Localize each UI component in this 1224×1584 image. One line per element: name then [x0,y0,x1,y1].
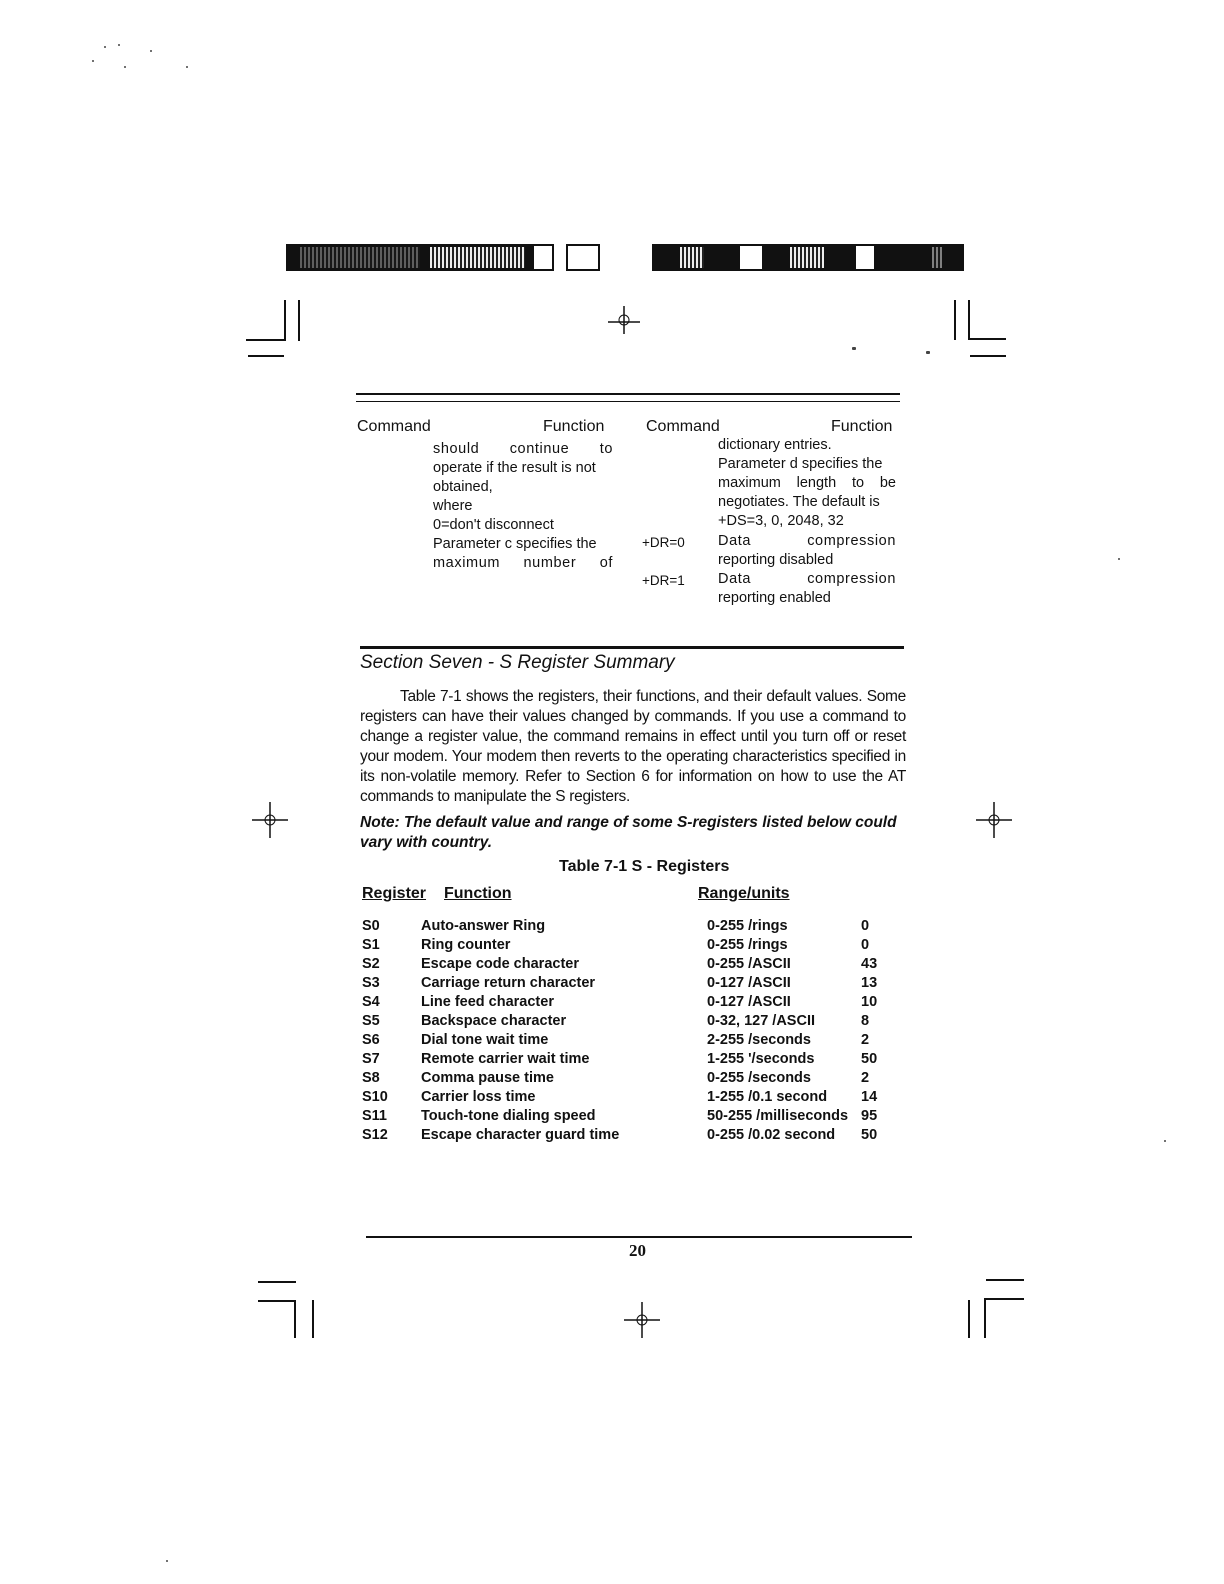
section-note: Note: The default value and range of some S-registers listed below could vary with country. [360,814,897,851]
cell-default: 0 [861,918,870,934]
cell-range: 1-255 /0.1 second [707,1089,828,1105]
scan-speck [92,60,94,62]
cell-range: 0-32, 127 /ASCII [707,1013,815,1029]
right-line: dictionary entries. [718,437,832,453]
dr1-command: +DR=1 [642,573,685,588]
cell-default: 10 [861,994,878,1010]
section-title: Section Seven - S Register Summary [360,652,675,673]
scan-speck [150,50,152,52]
header-right-command: Command [646,418,720,435]
dr0-command: +DR=0 [642,535,685,550]
dr1-line: reporting enabled [718,590,831,606]
dr1-description [718,570,896,608]
cell-default: 0 [861,937,870,953]
cell-register: S11 [362,1108,387,1124]
cell-range: 0-255 /ASCII [707,956,791,972]
cell-register: S3 [362,975,380,991]
cell-default: 14 [861,1089,878,1105]
cell-register: S8 [362,1070,380,1086]
page-number: 20 [629,1241,646,1260]
left-line: should continue to [433,441,613,457]
dr0-description [718,532,896,570]
top-rule-thin [356,401,900,402]
cell-function: Auto-answer Ring [421,918,546,934]
cell-register: S0 [362,918,380,934]
cell-range: 0-127 /ASCII [707,975,791,991]
cell-function: Ring counter [421,937,511,953]
header-left-command: Command [357,418,431,435]
cell-default: 8 [861,1013,870,1029]
cell-range: 0-127 /ASCII [707,994,791,1010]
dr0-line: reporting disabled [718,552,834,568]
cell-function: Escape character guard time [421,1127,620,1143]
scan-speck [186,66,188,68]
cell-function: Comma pause time [421,1070,554,1086]
section-paragraph: Table 7-1 shows the registers, their functions, and their default values. Some registers can have their values changed by commands. If you use a command to change a register value, the command remains in effect until you turn off or reset your modem. Your modem then reverts to the operating characteristics specified in its non-volatile memory. Refer to Section 6 for information on how to use the AT commands to manipulate the S registers. [360,688,906,805]
left-line: where [433,498,473,514]
cell-function: Dial tone wait time [421,1032,549,1048]
section-rule [360,646,904,649]
registration-mark-icon [622,1300,662,1340]
right-line: maximum length to be [718,475,896,491]
table-header-register: Register [362,885,427,902]
cell-function: Line feed character [421,994,554,1010]
cell-register: S5 [362,1013,380,1029]
scan-speck [124,66,126,68]
cell-default: 50 [861,1127,878,1143]
cell-function: Escape code character [421,956,579,972]
cell-register: S12 [362,1127,388,1143]
cell-function: Remote carrier wait time [421,1051,590,1067]
cell-default: 50 [861,1051,878,1067]
footer-rule [366,1236,912,1238]
right-line: +DS=3, 0, 2048, 32 [718,513,844,529]
cell-register: S10 [362,1089,388,1105]
cell-range: 50-255 /milliseconds [707,1108,849,1124]
left-line: 0=don't disconnect [433,517,554,533]
registration-mark-icon [604,302,644,342]
right-function-text [718,436,896,531]
scan-speck [1118,558,1120,560]
right-line: Parameter d specifies the [718,456,883,472]
cell-default: 43 [861,956,878,972]
left-line: Parameter c specifies the [433,536,597,552]
top-rule [356,393,900,395]
cell-register: S2 [362,956,380,972]
cell-function: Backspace character [421,1013,567,1029]
cell-function: Touch-tone dialing speed [421,1108,596,1124]
cell-range: 0-255 /rings [707,918,788,934]
cell-range: 0-255 /rings [707,937,788,953]
cell-function: Carrier loss time [421,1089,536,1105]
header-right-function: Function [831,418,893,435]
right-line: negotiates. The default is [718,494,880,510]
registration-mark-icon [974,800,1014,840]
cell-register: S6 [362,1032,380,1048]
cell-function: Carriage return character [421,975,596,991]
cell-register: S1 [362,937,380,953]
cell-register: S7 [362,1051,380,1067]
cell-default: 2 [861,1070,870,1086]
header-left-function: Function [543,418,605,435]
left-line: maximum number of [433,555,613,571]
cell-register: S4 [362,994,380,1010]
table-header-range: Range/units [698,885,790,902]
dr1-line: Data compression [718,571,896,587]
cell-default: 2 [861,1032,870,1048]
scan-speck [166,1560,168,1562]
left-function-text [433,440,613,573]
cell-range: 0-255 /0.02 second [707,1127,836,1143]
cell-range: 0-255 /seconds [707,1070,811,1086]
cell-range: 1-255 '/seconds [707,1051,815,1067]
scan-speck [104,46,106,48]
cell-default: 95 [861,1108,878,1124]
scan-speck [118,44,120,46]
registration-mark-icon [250,800,290,840]
left-line: operate if the result is not [433,460,596,476]
dr0-line: Data compression [718,533,896,549]
scan-speck [1164,1140,1166,1142]
left-line: obtained, [433,479,493,495]
table-title: Table 7-1 S - Registers [559,858,730,875]
cell-default: 13 [861,975,878,991]
table-header-function: Function [444,885,512,902]
cell-range: 2-255 /seconds [707,1032,811,1048]
